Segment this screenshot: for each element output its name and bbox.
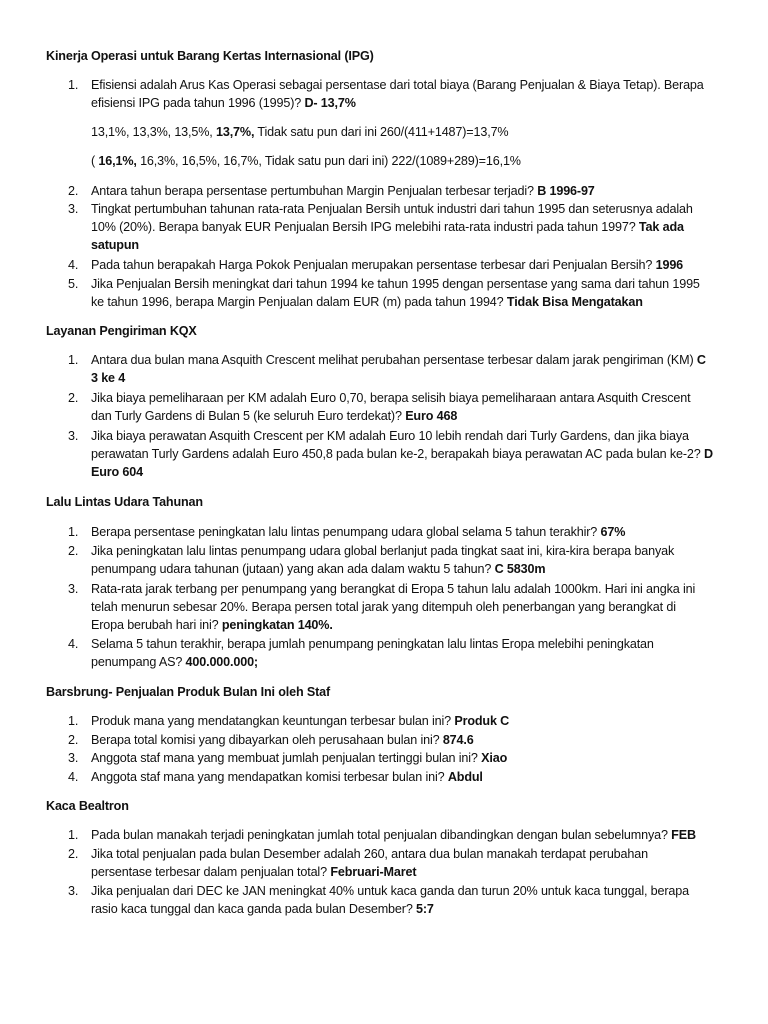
answer: Tak ada [638, 220, 684, 235]
answer: FEB [671, 828, 696, 842]
list-item: 1. Produk mana yang mendatangkan keuntungan terbesar bulan ini? Produk C [68, 714, 510, 728]
answer: Euro 604 [91, 465, 143, 480]
section-title-air-traffic: Lalu Lintas Udara Tahunan [46, 495, 203, 509]
answer: C [696, 353, 706, 367]
answer: Tidak Bisa Mengatakan [506, 295, 643, 310]
list-item: 2. Jika total penjualan pada bulan Desember adalah 260, antara dua bulan manakah terdapat perubahan persentase terbesar dalam penjualan total? Februari-Maret [68, 847, 648, 880]
list-item: 3. Jika biaya perawatan Asquith Crescent per KM adalah Euro 10 lebih rendah dari Turly Gardens, dan jika biaya perawatan Turly Gardens adalah Euro 450,8 pada bulan ke-2, berapakah biaya perawatan AC pada bulan ke-2? D Euro 604 [68, 429, 713, 480]
list-item: 3. Jika penjualan dari DEC ke JAN meningkat 40% untuk kaca ganda dan turun 20% untuk kaca tunggal, berapa rasio kaca tunggal dan kaca ganda pada bulan Desember? 5:7 [68, 884, 689, 917]
list-item: 1. Berapa persentase peningkatan lalu lintas penumpang udara global selama 5 tahun terakhir? 67% [68, 525, 626, 539]
section-title-ipg: Kinerja Operasi untuk Barang Kertas Internasional (IPG) [46, 49, 374, 63]
answer: Produk C [454, 714, 510, 728]
answer: B 1996-97 [537, 184, 595, 198]
answer: 874.6 [442, 733, 474, 747]
answer: satupun [91, 238, 139, 253]
list-item: 2. Jika peningkatan lalu lintas penumpang udara global berlanjut pada tingkat saat ini, kira-kira berapa banyak penumpang udara tahunan (jutaan) yang akan ada dalam waktu 5 tahun? C 5830m [68, 544, 675, 577]
list-item: 3. Anggota staf mana yang membuat jumlah penjualan tertinggi bulan ini? Xiao [68, 751, 508, 765]
answer: 400.000.000; [185, 655, 258, 670]
answer: D [703, 447, 713, 462]
list-item: 4. Anggota staf mana yang mendapatkan komisi terbesar bulan ini? Abdul [68, 770, 483, 784]
answer: 3 ke 4 [91, 371, 126, 386]
list-item: 4. Selama 5 tahun terakhir, berapa jumlah penumpang peningkatan lalu lintas Eropa melebihi peningkatan penumpang AS? 400.000.000; [68, 637, 654, 670]
list-item: 1. Efisiensi adalah Arus Kas Operasi sebagai persentase dari total biaya (Barang Penjualan & Biaya Tetap). Berapa efisiensi IPG pada tahun 1996 (1995)? D- 13,7% [68, 76, 728, 112]
question-text: Efisiensi adalah Arus Kas Operasi sebagai persentase dari total biaya (Barang Penjualan & Biaya Tetap). Berapa efisiensi IPG pada tahun 1996 (1995)? D- 13,7% [91, 78, 704, 111]
answer: peningkatan 140%. [221, 618, 333, 633]
list-item: 2. Jika biaya pemeliharaan per KM adalah Euro 0,70, berapa selisih biaya pemeliharaan antara Asquith Crescent dan Turly Gardens di Bulan 5 (ke seluruh Euro terdekat)? Euro 468 [68, 391, 691, 424]
list-item: 2. Berapa total komisi yang dibayarkan oleh perusahaan bulan ini? 874.6 [68, 733, 474, 747]
section-title-barsbrung: Barsbrung- Penjualan Produk Bulan Ini oleh Staf [46, 685, 331, 699]
section-title-bealtron: Kaca Bealtron [46, 799, 129, 813]
answer-options-line: 13,1%, 13,3%, 13,5%, 13,7%, Tidak satu pun dari ini 260/(411+1487)=13,7% [91, 125, 509, 139]
answer: Februari-Maret [330, 865, 417, 880]
list-item: 5. Jika Penjualan Bersih meningkat dari tahun 1994 ke tahun 1995 dengan persentase yang sama dari tahun 1995 ke tahun 1996, berapa Margin Penjualan dalam EUR (m) pada tahun 1994? Tidak Bisa Mengatakan [68, 277, 700, 310]
answer: Euro 468 [405, 409, 458, 424]
answer: C 5830m [494, 562, 546, 577]
answer: 1996 [655, 258, 684, 272]
answer: D- 13,7% [304, 96, 356, 111]
answer: 67% [600, 525, 626, 539]
list-item: 1. Antara dua bulan mana Asquith Crescent melihat perubahan persentase terbesar dalam jarak pengiriman (KM) C 3 ke 4 [68, 353, 706, 386]
answer-options-line: ( 16,1%, 16,3%, 16,5%, 16,7%, Tidak satu pun dari ini) 222/(1089+289)=16,1% [91, 154, 521, 168]
answer: 5:7 [416, 902, 434, 917]
answer: Xiao [481, 751, 508, 765]
section-title-kqx: Layanan Pengiriman KQX [46, 324, 197, 338]
list-item: 3. Rata-rata jarak terbang per penumpang yang berangkat di Eropa 5 tahun lalu adalah 1000km. Hari ini angka ini telah menurun sebesar 20%. Berapa persen total jarak yang ditempuh oleh penerbangan yang berangkat di Eropa berubah hari ini? peningkatan 140%. [68, 582, 696, 633]
answer: Abdul [447, 770, 483, 784]
list-item: 4. Pada tahun berapakah Harga Pokok Penjualan merupakan persentase terbesar dari Penjualan Bersih? 1996 [68, 258, 684, 272]
list-item: 2. Antara tahun berapa persentase pertumbuhan Margin Penjualan terbesar terjadi? B 1996-97 [68, 184, 595, 198]
list-item: 3. Tingkat pertumbuhan tahunan rata-rata Penjualan Bersih untuk industri dari tahun 1995 dan seterusnya adalah 10% (20%). Berapa banyak EUR Penjualan Bersih IPG melebihi rata-rata industri pada tahun 1997? Tak ada satupun [68, 202, 693, 253]
list-item: 1. Pada bulan manakah terjadi peningkatan jumlah total penjualan dibandingkan dengan bulan sebelumnya? FEB [68, 828, 696, 842]
